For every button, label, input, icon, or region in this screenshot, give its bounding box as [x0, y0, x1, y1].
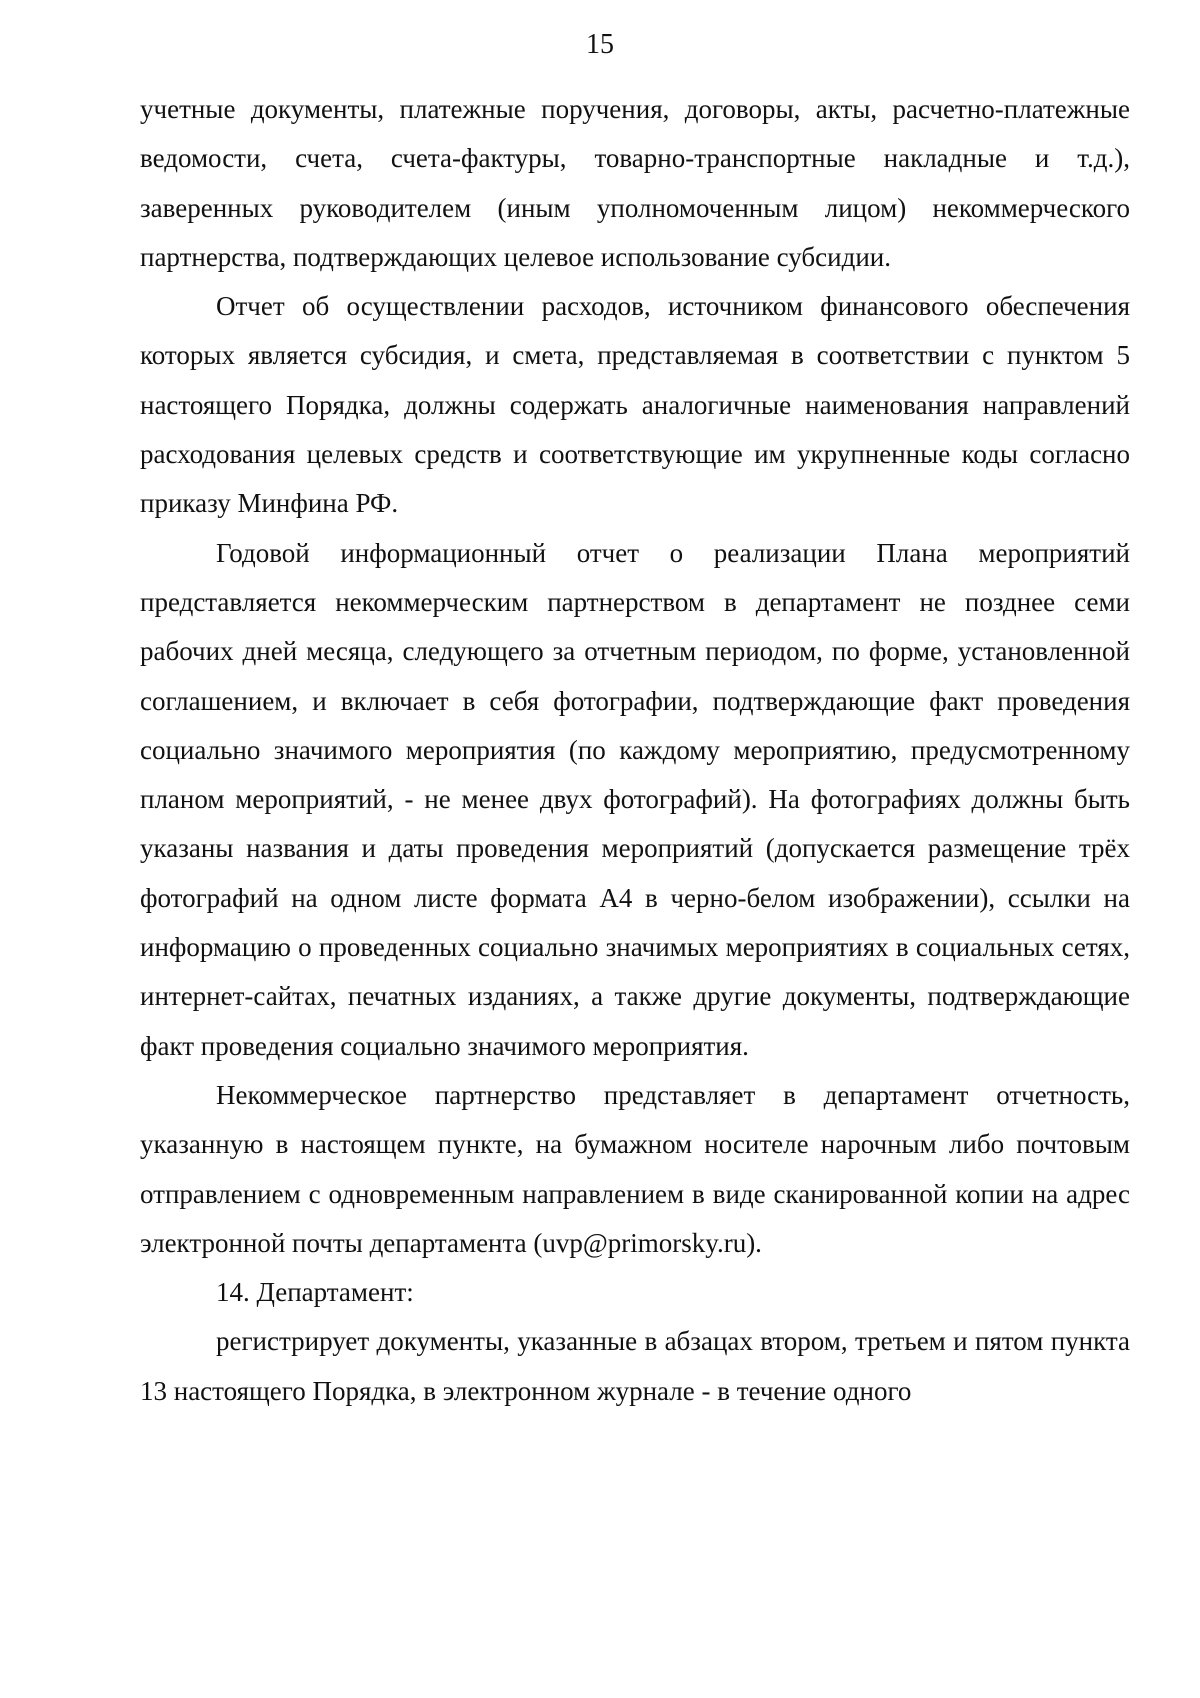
- page-number: 15: [586, 29, 614, 60]
- paragraph-registration: регистрирует документы, указанные в абзацах втором, третьем и пятом пункта 13 настоящего Порядка, в электронном журнале - в течение одного: [140, 1326, 1130, 1406]
- document-body: [140, 85, 1130, 1416]
- paragraph-annual-report: Годовой информационный отчет о реализации Плана мероприятий представляется некоммерческим партнерством в департамент не позднее семи рабочих дней месяца, следующего за отчетным периодом, по форме, установленной соглашением, и включает в себя фотографии, подтверждающие факт проведения социально значимого мероприятия (по каждому мероприятию, предусмотренному планом мероприятий, - не менее двух фотографий). На фотографиях должны быть указаны названия и даты проведения мероприятий (допускается размещение трёх фотографий на одном листе формата А4 в черно-белом изображении), ссылки на информацию о проведенных социально значимых мероприятиях в социальных сетях, интернет-сайтах, печатных изданиях, а также другие документы, подтверждающие факт проведения социально значимого мероприятия.: [140, 537, 1130, 1061]
- paragraph-section-14-heading: 14. Департамент:: [216, 1277, 414, 1308]
- paragraph-submission: Некоммерческое партнерство представляет в департамент отчетность, указанную в настоящем пункте, на бумажном носителе нарочным либо почтовым отправлением с одновременным направлением в виде сканированной копии на адрес электронной почты департамента (uvp@primorsky.ru).: [140, 1079, 1130, 1258]
- paragraph-continuation: учетные документы, платежные поручения, договоры, акты, расчетно-платежные ведомости, счета, счета-фактуры, товарно-транспортные накладные и т.д.), заверенных руководителем (иным уполномоченным лицом) некоммерческого партнерства, подтверждающих целевое использование субсидии.: [140, 94, 1130, 272]
- paragraph-expense-report: Отчет об осуществлении расходов, источником финансового обеспечения которых является субсидия, и смета, представляемая в соответствии с пунктом 5 настоящего Порядка, должны содержать аналогичные наименования направлений расходования целевых средств и соответствующие им укрупненные коды согласно приказу Минфина РФ.: [140, 291, 1130, 519]
